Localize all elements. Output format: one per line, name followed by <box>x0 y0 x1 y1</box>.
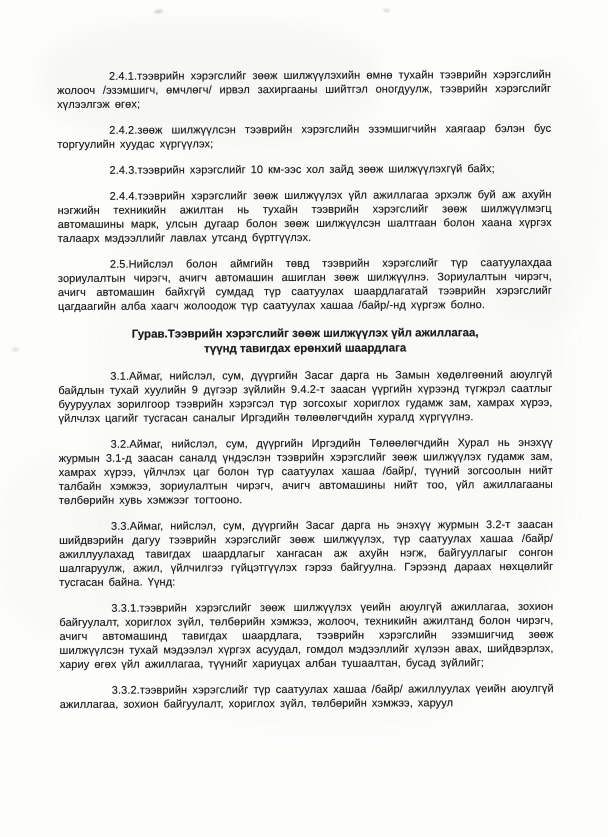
paragraph-3-3: 3.3.Аймаг, нийслэл, сум, дүүргийн Засаг дарга нь энэхүү журмын 3.2-т заасан шийдвэрийн дагуу тээврийн хэрэгслийг зөөж шилжүүлэх, түр саатуулах хашаа /байр/ ажиллуулахад тавигдах шаардлагыг хангасан аж ахуйн нэгж, байгууллагыг сонгон шалгаруулж, ажил, үйлчилгээ гүйцэтгүүлэх гэрээ байгуулна. Гэрээнд дараах нөхцөлийг тусгасан байна. Үүнд: <box>59 518 554 589</box>
paragraph-2-4-2: 2.4.2.зөөж шилжүүлсэн тээврийн хэрэгслийн эзэмшигчийн хаягаар бэлэн бус торгуулийн хуудас хүргүүлэх; <box>57 122 552 151</box>
section-three-heading <box>58 326 552 358</box>
section-three-heading-line-2: түүнд тавигдах ерөнхий шаардлага <box>204 342 407 356</box>
section-three-heading-line-1: Гурав.Тээврийн хэрэгслийг зөөж шилжүүлэх үйл ажиллагаа, <box>131 327 479 341</box>
paragraph-2-4-1: 2.4.1.тээврийн хэрэгслийг зөөж шилжүүлэхийн өмнө тухайн тээврийн хэрэгслийн жолооч /эзэмшигч, өмчлөгч/ ирвэл захиргааны шийтгэл оногдуулж, тээврийн хэрэгслийг хүлээлгэж өгөх; <box>57 68 552 111</box>
scan-smudge-artifact <box>12 347 19 352</box>
paragraph-2-4-3: 2.4.3.тээврийн хэрэгслийг 10 км-ээс хол зайд зөөж шилжүүлэхгүй байх; <box>109 163 495 177</box>
paragraph-3-2: 3.2.Аймаг, нийслэл, сум, дүүргийн Иргэдийн Төлөөлөгчдийн Хурал нь энэхүү журмын 3.1-д заасан саналд үндэслэн тээврийн хэрэгслийг зөөж шилжүүлэх гудамж зам, хамрах хүрээ, үйлчлэх цаг болон түр саатуулах хашаа /байр/, түүний зогсоолын нийт талбайн хэмжээ, зориулалтын чирэгч, ачигч автомашины нийт тоо, үйл ажиллагааны төлбөрийн хувь хэмжээг тогтооно. <box>58 436 553 507</box>
scan-smudge-artifact <box>383 9 390 13</box>
paragraph-2-5: 2.5.Нийслэл болон аймгийн төвд тээврийн хэрэгслийг түр саатуулахдаа зориулалтын чирэгч, ачигч автомашин ашиглан зөөж шилжүүлнэ. Зориулалтын чирэгч, ачигч автомашин байхгүй сумдад түр саатуулах шаардлагатай тээврийн хэрэгслийг цагдаагийн алба хаагч жолоодож түр саатуулах хашаа /байр/-нд хүргэж болно. <box>57 256 552 313</box>
paragraph-2-4-4: 2.4.4.тээврийн хэрэгслийг зөөж шилжүүлэх үйл ажиллагаа эрхэлж буй аж ахуйн нэгжийн техникийн ажилтан нь тухайн тээврийн хэрэгслийг зөөж шилжүүлмэгц автомашины марк, улсын дугаар болон зөөж шилжүүлсэн шалтгаан болон хаана хүргэх талаарх мэдээллийг лавлах утсанд бүртгүүлэх. <box>57 188 552 245</box>
document-text-block <box>57 68 554 724</box>
scan-smudge-artifact <box>154 9 163 13</box>
paragraph-3-3-2: 3.3.2.тээврийн хэрэгслийг түр саатуулах хашаа /байр/ ажиллуулах үеийн аюулгүй ажиллагаа, зохион байгуулалт, хориглох зүйл, төлбөрийн хэмжээ, харуул <box>59 682 554 711</box>
paragraph-3-3-1: 3.3.1.тээврийн хэрэгслийг зөөж шилжүүлэх үеийн аюулгүй ажиллагаа, зохион байгуулалт, хориглох зүйл, төлбөрийн хэмжээ, жолооч, техникийн ажилтанд болон чирэгч, ачигч автомашинд тавигдах шаардлага, тээврийн хэрэгслийн эзэмшигчид зөөж шилжүүлсэн тухай мэдээлэл хүргэх асуудал, гомдол мэдээллийг хүлээн авах, шийдвэрлэх, хариу өгөх үйл ажиллагаа, түүнийг хариуцах албан тушаалтан, бусад зүйлийг; <box>59 600 554 671</box>
paragraph-3-1: 3.1.Аймаг, нийслэл, сум, дүүргийн Засаг дарга нь Замын хөдөлгөөний аюулгүй байдлын тухай хуулийн 9 дүгээр зүйлийн 9.4.2-т заасан үүргийн хүрээнд түгжрэл саатлыг бууруулах зорилгоор тээврийн хэрэгсэл түр зогсохыг хориглох гудамж зам, хамрах хүрээ, үйлчлэх цагийг тусгасан саналыг Иргэдийн төлөөлөгчдийн хуралд хүргүүлнэ. <box>58 368 553 425</box>
